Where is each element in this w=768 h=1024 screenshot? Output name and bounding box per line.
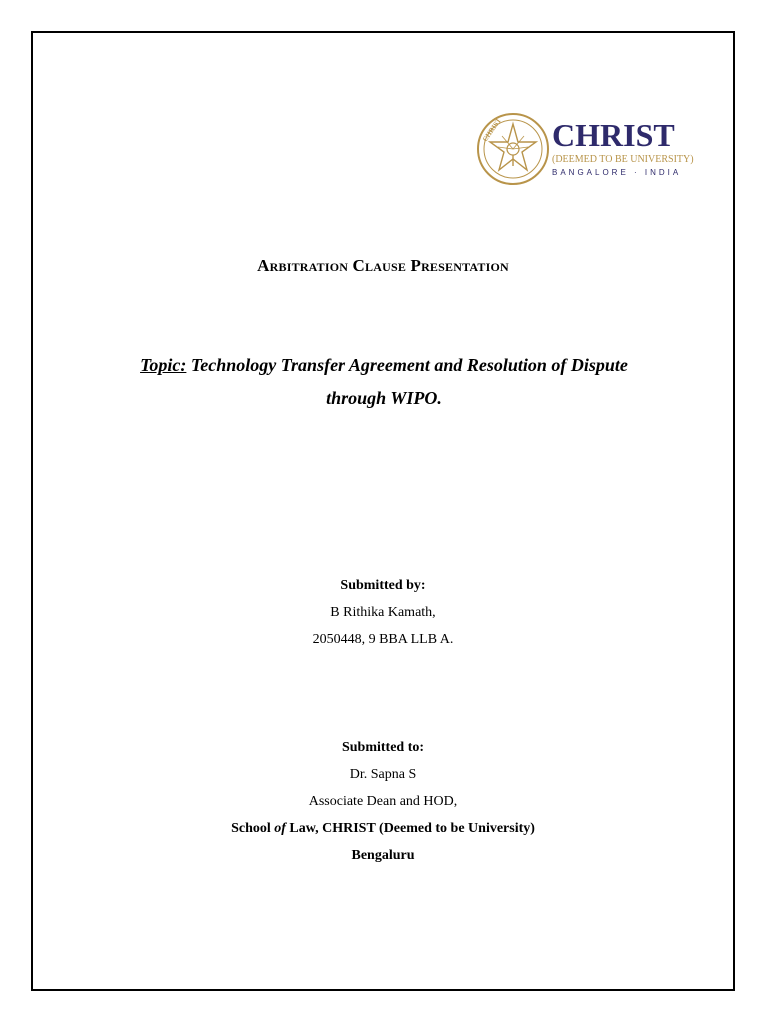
logo-subtitle: (DEEMED TO BE UNIVERSITY) bbox=[552, 154, 694, 165]
seal-icon bbox=[478, 114, 548, 184]
submitted-to-heading: Submitted to: bbox=[341, 740, 425, 755]
school-name bbox=[31, 815, 735, 842]
topic-text: Technology Transfer Agreement and Resolution of Dispute through WIPO. bbox=[186, 355, 628, 408]
faculty-name: Dr. Sapna S bbox=[349, 767, 417, 782]
city-name: Bengaluru bbox=[351, 848, 415, 863]
submitted-by-heading: Submitted by: bbox=[340, 578, 426, 593]
submitted-to-block bbox=[31, 734, 735, 869]
student-details: 2050448, 9 BBA LLB A. bbox=[312, 632, 454, 647]
school-rest: Law, CHRIST (Deemed to be University) bbox=[285, 821, 535, 836]
student-name: B Rithika Kamath, bbox=[330, 605, 436, 620]
topic-label: Topic: bbox=[140, 355, 187, 375]
school-of: of bbox=[274, 821, 286, 836]
logo-wordmark: CHRIST bbox=[552, 117, 675, 153]
faculty-designation: Associate Dean and HOD, bbox=[308, 794, 458, 809]
seal-text: CHRIST bbox=[481, 116, 504, 144]
logo-location: BANGALORE · INDIA bbox=[552, 168, 682, 177]
school-prefix: School bbox=[231, 821, 275, 836]
topic-heading bbox=[120, 349, 648, 415]
university-logo bbox=[474, 112, 704, 188]
document-title: Arbitration Clause Presentation bbox=[257, 256, 509, 275]
submitted-by-block bbox=[31, 572, 735, 653]
